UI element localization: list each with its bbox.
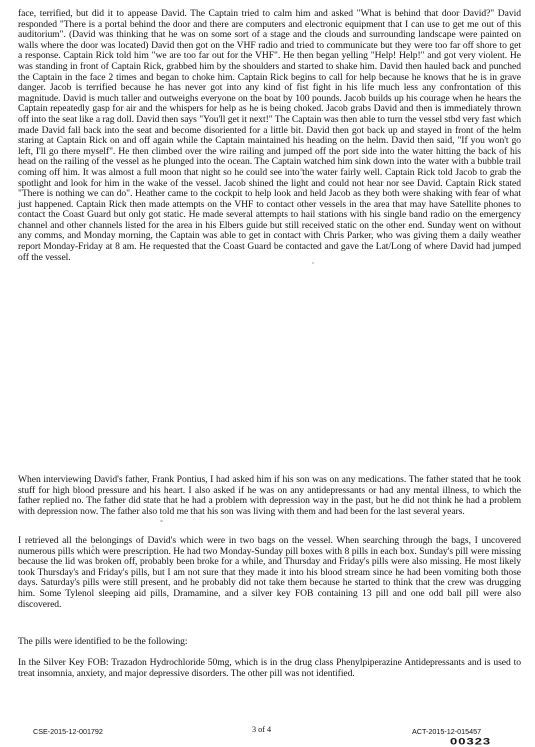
narrative-paragraph-pills-intro: The pills were identified to be the following:	[18, 636, 188, 647]
bates-stamp: 00323	[450, 736, 492, 747]
activity-number: ACT-2015-12-015457	[412, 727, 482, 736]
narrative-paragraph-key-fob: In the Silver Key FOB: Trazadon Hydrochloride 50mg, which is in the drug class Phenylpiperazine Antidepressants and is used to treat insomnia, anxiety, and major depressive disorders. The other pill was not identified.	[18, 657, 521, 679]
narrative-paragraph-incident: face, terrified, but did it to appease David. The Captain tried to calm him and asked "What is behind that door David?" David responded "There is a portal behind the door and there are computers and electronic equipment that I can use to get me out of this auditorium". (David was thinking that he was on some sort of a stage and the clouds and surrounding landscape were painted on walls where the door was located) David then got on the VHF radio and tried to communicate but they were too far off shore to get a response. Captain Rick told him "we are too far out for the VHF". He then began yelling "Help! Help!" and got very violent. He was standing in front of Captain Rick, grabbed him by the shoulders and started to shake him. David then hauled back and punched the Captain in the face 2 times and began to choke him. Captain Rick begins to call for help because he knows that he is in grave danger. Jacob is terrified because he has never got into any kind of fist fight in his life much less any confrontation of this magnitude. David is much taller and outweighs everyone on the boat by 100 pounds. Jacob builds up his courage when he hears the Captain repeatedly gasp for air and the whispers for help as he is being choked. Jacob grabs David and then is immediately thrown off into the seat like a rag doll. David then says "You'll get it next!" The Captain was then able to turn the vessel stbd very fast which made David fall back into the seat and become disoriented for a little bit. David then got back up and stayed in front of the helm staring at Captain Rick on and off again while the Captain maintained his heading on the helm. David then said, "If you won't go left, I'll go there myself". He then climbed over the wire railing and jumped off the port side into the water hitting the back of his head on the railing of the vessel as he plunged into the ocean. The Captain watched him sink down into the water with a bubble trail coming off him. It was almost a full moon that night so he could see into the water fairly well. Captain Rick told Jacob to grab the spotlight and look for him in the wake of the vessel. Jacob shined the light and could not hear nor see David. Captain Rick stated "There is nothing we can do". Heather came to the cockpit to help look and held Jacob as they both were shaking with fear of what just happened. Captain Rick then made attempts on the VHF to contact other vessels in the area that may have Satellite phones to contact the Coast Guard but only got static. He made several attempts to hail stations with his single band radio on the emergency channel and other channels listed for the area in his Elbers guide but still received static on the other end. Sunday went on without any comms, and Monday morning, the Captain was able to get in contact with Chris Parker, who was giving them a daily weather report Monday-Friday at 8 am. He requested that the Coast Guard be contacted and gave the Lat/Long of where David had jumped off the vessel.	[18, 8, 521, 263]
case-number: CSE-2015-12-001792	[33, 727, 103, 736]
scan-speck	[312, 262, 314, 264]
scan-speck	[300, 168, 303, 171]
scan-speck	[160, 520, 163, 522]
scan-speck	[92, 545, 94, 548]
page-number: 3 of 4	[252, 725, 272, 734]
narrative-paragraph-belongings: I retrieved all the belongings of David's which were in two bags on the vessel. When searching through the bags, I uncovered numerous pills which were prescription. He had two Monday-Sunday pill boxes with 8 pills in each box. Sunday's pill were missing because the lid was broken off, probably been broke for a while, and Thursday and Friday's pills were also missing. He most likely took Thursday's and Friday's pills, but I am not sure that they made it into his blood stream since he had been vomiting both those days. Saturday's pills were still present, and he probably did not take them because he started to think that the crew was drugging him. Some Tylenol sleeping aid pills, Dramamine, and a silver key FOB containing 13 pill and one odd ball pill were also discovered.	[18, 535, 521, 610]
narrative-paragraph-father-interview: When interviewing David's father, Frank Pontius, I had asked him if his son was on any medications. The father stated that he took stuff for high blood pressure and his heart. I also asked if he was on any antidepressants or had any mental illness, to which the father replied no. The father did state that he had a problem with depression way in the past, but he did not think he had a problem with depression now. The father also told me that his son was living with them and had been for the last several years.	[18, 474, 521, 517]
